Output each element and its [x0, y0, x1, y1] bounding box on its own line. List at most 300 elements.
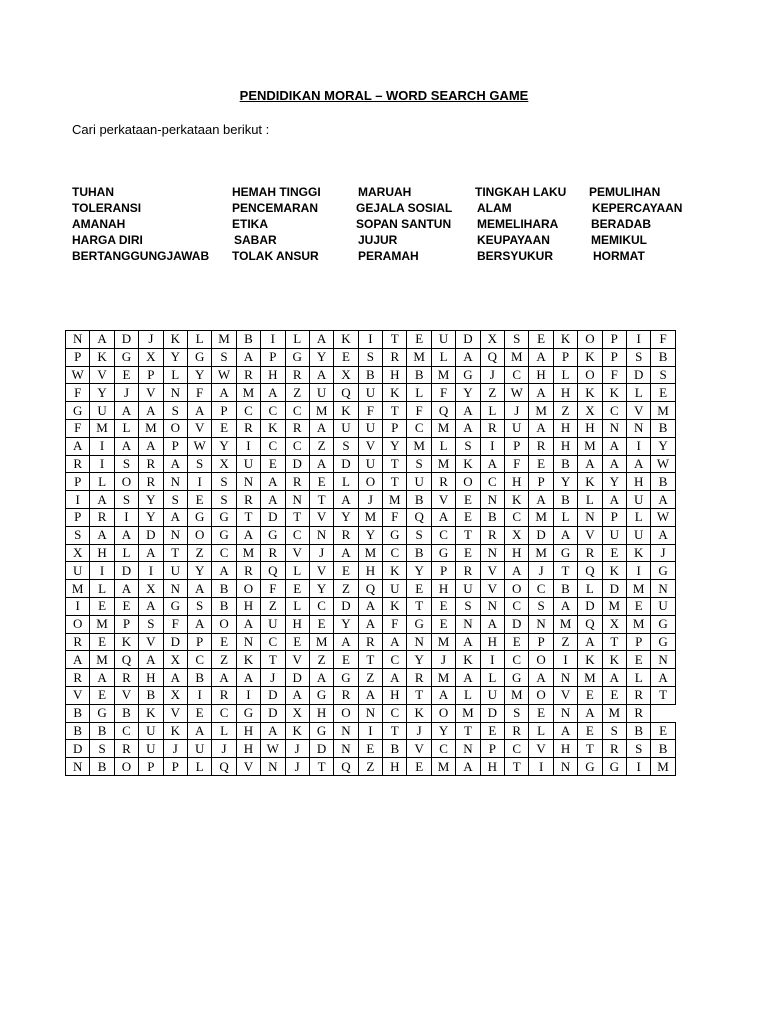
- grid-cell[interactable]: N: [602, 419, 626, 437]
- grid-cell[interactable]: L: [285, 597, 309, 615]
- grid-cell[interactable]: A: [212, 384, 236, 402]
- grid-cell[interactable]: B: [407, 366, 431, 384]
- grid-cell[interactable]: X: [602, 615, 626, 633]
- grid-cell[interactable]: O: [358, 473, 382, 491]
- grid-cell[interactable]: P: [602, 508, 626, 526]
- grid-cell[interactable]: V: [114, 686, 138, 704]
- grid-cell[interactable]: E: [529, 331, 553, 349]
- grid-cell[interactable]: S: [651, 366, 675, 384]
- grid-cell[interactable]: P: [163, 758, 187, 776]
- grid-cell[interactable]: Z: [212, 651, 236, 669]
- grid-cell[interactable]: M: [236, 384, 260, 402]
- grid-cell[interactable]: R: [431, 473, 455, 491]
- grid-cell[interactable]: Y: [456, 384, 480, 402]
- grid-cell[interactable]: H: [480, 758, 504, 776]
- grid-cell[interactable]: S: [212, 491, 236, 509]
- grid-cell[interactable]: I: [90, 562, 114, 580]
- grid-cell[interactable]: N: [334, 740, 358, 758]
- grid-cell[interactable]: M: [407, 348, 431, 366]
- grid-cell[interactable]: B: [553, 491, 577, 509]
- grid-cell[interactable]: E: [456, 508, 480, 526]
- grid-cell[interactable]: D: [285, 455, 309, 473]
- grid-cell[interactable]: K: [334, 402, 358, 420]
- grid-cell[interactable]: A: [456, 633, 480, 651]
- grid-cell[interactable]: R: [66, 633, 90, 651]
- grid-cell[interactable]: C: [383, 544, 407, 562]
- grid-cell[interactable]: S: [187, 597, 211, 615]
- grid-cell[interactable]: F: [66, 419, 90, 437]
- grid-cell[interactable]: U: [66, 562, 90, 580]
- grid-cell[interactable]: R: [114, 669, 138, 687]
- grid-cell[interactable]: S: [187, 455, 211, 473]
- grid-cell[interactable]: E: [651, 722, 675, 740]
- grid-cell[interactable]: J: [212, 740, 236, 758]
- grid-cell[interactable]: E: [431, 597, 455, 615]
- grid-cell[interactable]: H: [309, 704, 333, 722]
- grid-cell[interactable]: U: [163, 562, 187, 580]
- grid-cell[interactable]: A: [236, 669, 260, 687]
- grid-cell[interactable]: Q: [114, 651, 138, 669]
- grid-cell[interactable]: M: [212, 331, 236, 349]
- grid-cell[interactable]: X: [163, 651, 187, 669]
- grid-cell[interactable]: H: [431, 580, 455, 598]
- grid-cell[interactable]: E: [456, 491, 480, 509]
- grid-cell[interactable]: F: [407, 402, 431, 420]
- grid-cell[interactable]: I: [139, 562, 163, 580]
- grid-cell[interactable]: P: [114, 615, 138, 633]
- grid-cell[interactable]: V: [431, 491, 455, 509]
- grid-cell[interactable]: F: [602, 366, 626, 384]
- grid-cell[interactable]: A: [309, 366, 333, 384]
- grid-cell[interactable]: G: [309, 686, 333, 704]
- grid-cell[interactable]: L: [90, 473, 114, 491]
- grid-cell[interactable]: A: [529, 419, 553, 437]
- grid-cell[interactable]: W: [212, 366, 236, 384]
- grid-cell[interactable]: Y: [90, 384, 114, 402]
- grid-cell[interactable]: I: [187, 686, 211, 704]
- grid-cell[interactable]: W: [187, 437, 211, 455]
- grid-cell[interactable]: E: [456, 544, 480, 562]
- grid-cell[interactable]: H: [529, 366, 553, 384]
- grid-cell[interactable]: I: [66, 491, 90, 509]
- grid-cell[interactable]: C: [285, 402, 309, 420]
- grid-cell[interactable]: T: [261, 651, 285, 669]
- grid-cell[interactable]: V: [309, 508, 333, 526]
- grid-cell[interactable]: O: [334, 704, 358, 722]
- grid-cell[interactable]: E: [90, 597, 114, 615]
- grid-cell[interactable]: P: [480, 740, 504, 758]
- grid-cell[interactable]: G: [285, 348, 309, 366]
- grid-cell[interactable]: O: [578, 331, 602, 349]
- grid-cell[interactable]: A: [578, 455, 602, 473]
- grid-cell[interactable]: V: [480, 580, 504, 598]
- grid-cell[interactable]: K: [505, 491, 529, 509]
- grid-cell[interactable]: K: [602, 384, 626, 402]
- grid-cell[interactable]: W: [651, 455, 675, 473]
- grid-cell[interactable]: H: [261, 366, 285, 384]
- grid-cell[interactable]: K: [383, 562, 407, 580]
- grid-cell[interactable]: S: [334, 437, 358, 455]
- grid-cell[interactable]: U: [383, 580, 407, 598]
- grid-cell[interactable]: T: [578, 740, 602, 758]
- grid-cell[interactable]: R: [407, 669, 431, 687]
- grid-cell[interactable]: O: [431, 704, 455, 722]
- grid-cell[interactable]: E: [529, 704, 553, 722]
- grid-cell[interactable]: N: [334, 722, 358, 740]
- grid-cell[interactable]: T: [383, 331, 407, 349]
- grid-cell[interactable]: M: [505, 348, 529, 366]
- grid-cell[interactable]: R: [456, 562, 480, 580]
- grid-cell[interactable]: B: [651, 740, 675, 758]
- grid-cell[interactable]: G: [163, 597, 187, 615]
- grid-cell[interactable]: M: [90, 419, 114, 437]
- grid-cell[interactable]: M: [90, 651, 114, 669]
- grid-cell[interactable]: F: [358, 402, 382, 420]
- grid-cell[interactable]: H: [505, 544, 529, 562]
- grid-cell[interactable]: U: [456, 580, 480, 598]
- grid-cell[interactable]: E: [212, 633, 236, 651]
- grid-cell[interactable]: K: [139, 704, 163, 722]
- grid-cell[interactable]: K: [236, 651, 260, 669]
- grid-cell[interactable]: R: [236, 366, 260, 384]
- grid-cell[interactable]: L: [334, 473, 358, 491]
- grid-cell[interactable]: C: [505, 508, 529, 526]
- grid-cell[interactable]: M: [553, 615, 577, 633]
- grid-cell[interactable]: T: [383, 402, 407, 420]
- grid-cell[interactable]: D: [578, 597, 602, 615]
- grid-cell[interactable]: D: [602, 580, 626, 598]
- grid-cell[interactable]: U: [139, 740, 163, 758]
- grid-cell[interactable]: G: [578, 758, 602, 776]
- grid-cell[interactable]: Z: [285, 384, 309, 402]
- grid-cell[interactable]: H: [553, 740, 577, 758]
- grid-cell[interactable]: D: [505, 615, 529, 633]
- grid-cell[interactable]: C: [505, 740, 529, 758]
- grid-cell[interactable]: A: [529, 669, 553, 687]
- grid-cell[interactable]: X: [139, 348, 163, 366]
- grid-cell[interactable]: M: [529, 544, 553, 562]
- grid-cell[interactable]: V: [285, 651, 309, 669]
- grid-cell[interactable]: I: [236, 437, 260, 455]
- grid-cell[interactable]: M: [529, 508, 553, 526]
- grid-cell[interactable]: P: [553, 348, 577, 366]
- grid-cell[interactable]: U: [407, 473, 431, 491]
- grid-cell[interactable]: L: [285, 331, 309, 349]
- grid-cell[interactable]: N: [358, 704, 382, 722]
- grid-cell[interactable]: T: [309, 491, 333, 509]
- grid-cell[interactable]: N: [236, 633, 260, 651]
- grid-cell[interactable]: C: [212, 704, 236, 722]
- grid-cell[interactable]: H: [578, 419, 602, 437]
- grid-cell[interactable]: M: [309, 402, 333, 420]
- grid-cell[interactable]: P: [383, 419, 407, 437]
- grid-cell[interactable]: A: [66, 437, 90, 455]
- grid-cell[interactable]: G: [431, 544, 455, 562]
- grid-cell[interactable]: A: [529, 348, 553, 366]
- grid-cell[interactable]: S: [358, 348, 382, 366]
- grid-cell[interactable]: K: [456, 651, 480, 669]
- grid-cell[interactable]: U: [505, 419, 529, 437]
- grid-cell[interactable]: A: [626, 455, 650, 473]
- grid-cell[interactable]: O: [187, 526, 211, 544]
- grid-cell[interactable]: M: [90, 615, 114, 633]
- grid-cell[interactable]: W: [261, 740, 285, 758]
- grid-cell[interactable]: C: [407, 419, 431, 437]
- grid-cell[interactable]: M: [456, 704, 480, 722]
- grid-cell[interactable]: K: [163, 722, 187, 740]
- grid-cell[interactable]: A: [651, 669, 675, 687]
- grid-cell[interactable]: U: [480, 686, 504, 704]
- grid-cell[interactable]: F: [163, 615, 187, 633]
- grid-cell[interactable]: G: [553, 544, 577, 562]
- grid-cell[interactable]: A: [602, 455, 626, 473]
- grid-cell[interactable]: Y: [383, 437, 407, 455]
- grid-cell[interactable]: F: [651, 331, 675, 349]
- grid-cell[interactable]: B: [212, 580, 236, 598]
- grid-cell[interactable]: Y: [334, 615, 358, 633]
- grid-cell[interactable]: J: [358, 491, 382, 509]
- grid-cell[interactable]: X: [139, 580, 163, 598]
- grid-cell[interactable]: U: [139, 722, 163, 740]
- grid-cell[interactable]: B: [90, 758, 114, 776]
- grid-cell[interactable]: M: [431, 633, 455, 651]
- grid-cell[interactable]: A: [456, 402, 480, 420]
- grid-cell[interactable]: V: [553, 686, 577, 704]
- grid-cell[interactable]: V: [139, 633, 163, 651]
- grid-cell[interactable]: A: [187, 402, 211, 420]
- grid-cell[interactable]: L: [529, 722, 553, 740]
- grid-cell[interactable]: P: [505, 437, 529, 455]
- grid-cell[interactable]: N: [163, 580, 187, 598]
- grid-cell[interactable]: R: [90, 508, 114, 526]
- grid-cell[interactable]: O: [114, 758, 138, 776]
- grid-cell[interactable]: D: [480, 704, 504, 722]
- grid-cell[interactable]: D: [456, 331, 480, 349]
- grid-cell[interactable]: C: [505, 366, 529, 384]
- grid-cell[interactable]: S: [163, 402, 187, 420]
- grid-cell[interactable]: T: [505, 758, 529, 776]
- grid-cell[interactable]: K: [90, 348, 114, 366]
- grid-cell[interactable]: I: [114, 508, 138, 526]
- grid-cell[interactable]: N: [578, 508, 602, 526]
- grid-cell[interactable]: M: [431, 455, 455, 473]
- grid-cell[interactable]: J: [285, 758, 309, 776]
- grid-cell[interactable]: F: [187, 384, 211, 402]
- grid-cell[interactable]: U: [358, 455, 382, 473]
- grid-cell[interactable]: A: [139, 544, 163, 562]
- grid-cell[interactable]: L: [553, 508, 577, 526]
- grid-cell[interactable]: A: [139, 651, 163, 669]
- grid-cell[interactable]: E: [602, 686, 626, 704]
- grid-cell[interactable]: N: [480, 491, 504, 509]
- grid-cell[interactable]: R: [285, 366, 309, 384]
- grid-cell[interactable]: Y: [431, 722, 455, 740]
- grid-cell[interactable]: V: [236, 758, 260, 776]
- grid-cell[interactable]: J: [431, 651, 455, 669]
- grid-cell[interactable]: N: [651, 580, 675, 598]
- grid-cell[interactable]: M: [383, 491, 407, 509]
- grid-cell[interactable]: U: [431, 331, 455, 349]
- grid-cell[interactable]: S: [139, 615, 163, 633]
- grid-cell[interactable]: N: [456, 740, 480, 758]
- grid-cell[interactable]: A: [236, 615, 260, 633]
- grid-cell[interactable]: K: [383, 384, 407, 402]
- grid-cell[interactable]: M: [602, 704, 626, 722]
- grid-cell[interactable]: B: [383, 740, 407, 758]
- grid-cell[interactable]: R: [66, 669, 90, 687]
- grid-cell[interactable]: R: [139, 455, 163, 473]
- grid-cell[interactable]: D: [309, 740, 333, 758]
- grid-cell[interactable]: Z: [358, 758, 382, 776]
- grid-cell[interactable]: A: [212, 562, 236, 580]
- grid-cell[interactable]: J: [114, 384, 138, 402]
- grid-cell[interactable]: Y: [212, 437, 236, 455]
- grid-cell[interactable]: F: [505, 455, 529, 473]
- grid-cell[interactable]: I: [358, 722, 382, 740]
- grid-cell[interactable]: E: [309, 615, 333, 633]
- grid-cell[interactable]: B: [626, 722, 650, 740]
- grid-cell[interactable]: M: [431, 758, 455, 776]
- grid-cell[interactable]: C: [261, 633, 285, 651]
- grid-cell[interactable]: N: [163, 473, 187, 491]
- grid-cell[interactable]: L: [626, 384, 650, 402]
- grid-cell[interactable]: A: [505, 562, 529, 580]
- grid-cell[interactable]: A: [236, 348, 260, 366]
- grid-cell[interactable]: L: [114, 419, 138, 437]
- grid-cell[interactable]: P: [529, 633, 553, 651]
- grid-cell[interactable]: R: [236, 419, 260, 437]
- grid-cell[interactable]: K: [626, 544, 650, 562]
- grid-cell[interactable]: N: [407, 633, 431, 651]
- grid-cell[interactable]: N: [651, 651, 675, 669]
- grid-cell[interactable]: B: [114, 704, 138, 722]
- grid-cell[interactable]: M: [578, 669, 602, 687]
- grid-cell[interactable]: Q: [212, 758, 236, 776]
- grid-cell[interactable]: F: [383, 615, 407, 633]
- grid-cell[interactable]: A: [163, 669, 187, 687]
- grid-cell[interactable]: G: [187, 508, 211, 526]
- grid-cell[interactable]: N: [163, 384, 187, 402]
- grid-cell[interactable]: E: [261, 455, 285, 473]
- grid-cell[interactable]: A: [383, 669, 407, 687]
- grid-cell[interactable]: O: [163, 419, 187, 437]
- grid-cell[interactable]: B: [90, 722, 114, 740]
- grid-cell[interactable]: S: [90, 740, 114, 758]
- grid-cell[interactable]: A: [358, 686, 382, 704]
- grid-cell[interactable]: N: [236, 473, 260, 491]
- grid-cell[interactable]: V: [66, 686, 90, 704]
- grid-cell[interactable]: K: [578, 348, 602, 366]
- grid-cell[interactable]: X: [480, 331, 504, 349]
- grid-cell[interactable]: V: [139, 384, 163, 402]
- grid-cell[interactable]: Y: [651, 437, 675, 455]
- grid-cell[interactable]: M: [66, 580, 90, 598]
- grid-cell[interactable]: C: [261, 437, 285, 455]
- grid-cell[interactable]: G: [114, 348, 138, 366]
- grid-cell[interactable]: E: [431, 615, 455, 633]
- grid-cell[interactable]: D: [163, 633, 187, 651]
- grid-cell[interactable]: C: [383, 704, 407, 722]
- grid-cell[interactable]: G: [407, 615, 431, 633]
- grid-cell[interactable]: K: [114, 633, 138, 651]
- grid-cell[interactable]: M: [358, 544, 382, 562]
- grid-cell[interactable]: A: [163, 508, 187, 526]
- grid-cell[interactable]: B: [212, 597, 236, 615]
- grid-cell[interactable]: V: [358, 437, 382, 455]
- grid-cell[interactable]: T: [383, 473, 407, 491]
- grid-cell[interactable]: U: [626, 526, 650, 544]
- grid-cell[interactable]: E: [334, 562, 358, 580]
- grid-cell[interactable]: B: [139, 686, 163, 704]
- grid-cell[interactable]: Y: [139, 508, 163, 526]
- grid-cell[interactable]: C: [212, 544, 236, 562]
- grid-cell[interactable]: B: [553, 580, 577, 598]
- grid-cell[interactable]: R: [480, 526, 504, 544]
- grid-cell[interactable]: Y: [602, 473, 626, 491]
- grid-cell[interactable]: P: [261, 348, 285, 366]
- grid-cell[interactable]: G: [334, 669, 358, 687]
- grid-cell[interactable]: C: [309, 597, 333, 615]
- grid-cell[interactable]: S: [407, 455, 431, 473]
- grid-cell[interactable]: I: [358, 331, 382, 349]
- grid-cell[interactable]: E: [651, 384, 675, 402]
- grid-cell[interactable]: P: [139, 758, 163, 776]
- grid-cell[interactable]: R: [114, 740, 138, 758]
- grid-cell[interactable]: G: [651, 633, 675, 651]
- grid-cell[interactable]: U: [358, 384, 382, 402]
- grid-cell[interactable]: G: [505, 669, 529, 687]
- grid-cell[interactable]: I: [626, 331, 650, 349]
- grid-cell[interactable]: N: [285, 491, 309, 509]
- grid-cell[interactable]: E: [602, 544, 626, 562]
- grid-cell[interactable]: P: [431, 562, 455, 580]
- grid-cell[interactable]: P: [66, 508, 90, 526]
- grid-cell[interactable]: A: [163, 455, 187, 473]
- grid-cell[interactable]: A: [285, 686, 309, 704]
- grid-cell[interactable]: L: [456, 686, 480, 704]
- grid-cell[interactable]: T: [553, 562, 577, 580]
- grid-cell[interactable]: K: [261, 419, 285, 437]
- grid-cell[interactable]: A: [456, 419, 480, 437]
- grid-cell[interactable]: E: [529, 455, 553, 473]
- grid-cell[interactable]: P: [602, 331, 626, 349]
- grid-cell[interactable]: T: [285, 508, 309, 526]
- grid-cell[interactable]: W: [66, 366, 90, 384]
- grid-cell[interactable]: S: [626, 740, 650, 758]
- grid-cell[interactable]: C: [285, 526, 309, 544]
- grid-cell[interactable]: H: [626, 473, 650, 491]
- grid-cell[interactable]: O: [529, 686, 553, 704]
- grid-cell[interactable]: P: [626, 633, 650, 651]
- grid-cell[interactable]: M: [529, 402, 553, 420]
- grid-cell[interactable]: A: [187, 615, 211, 633]
- grid-cell[interactable]: Y: [407, 651, 431, 669]
- grid-cell[interactable]: C: [480, 473, 504, 491]
- grid-cell[interactable]: M: [407, 437, 431, 455]
- grid-cell[interactable]: V: [626, 402, 650, 420]
- grid-cell[interactable]: E: [114, 366, 138, 384]
- grid-cell[interactable]: C: [187, 651, 211, 669]
- grid-cell[interactable]: C: [602, 402, 626, 420]
- grid-cell[interactable]: Z: [309, 437, 333, 455]
- grid-cell[interactable]: K: [578, 651, 602, 669]
- grid-cell[interactable]: V: [578, 526, 602, 544]
- grid-cell[interactable]: B: [651, 419, 675, 437]
- grid-cell[interactable]: K: [578, 384, 602, 402]
- grid-cell[interactable]: K: [553, 331, 577, 349]
- grid-cell[interactable]: A: [553, 722, 577, 740]
- grid-cell[interactable]: B: [407, 491, 431, 509]
